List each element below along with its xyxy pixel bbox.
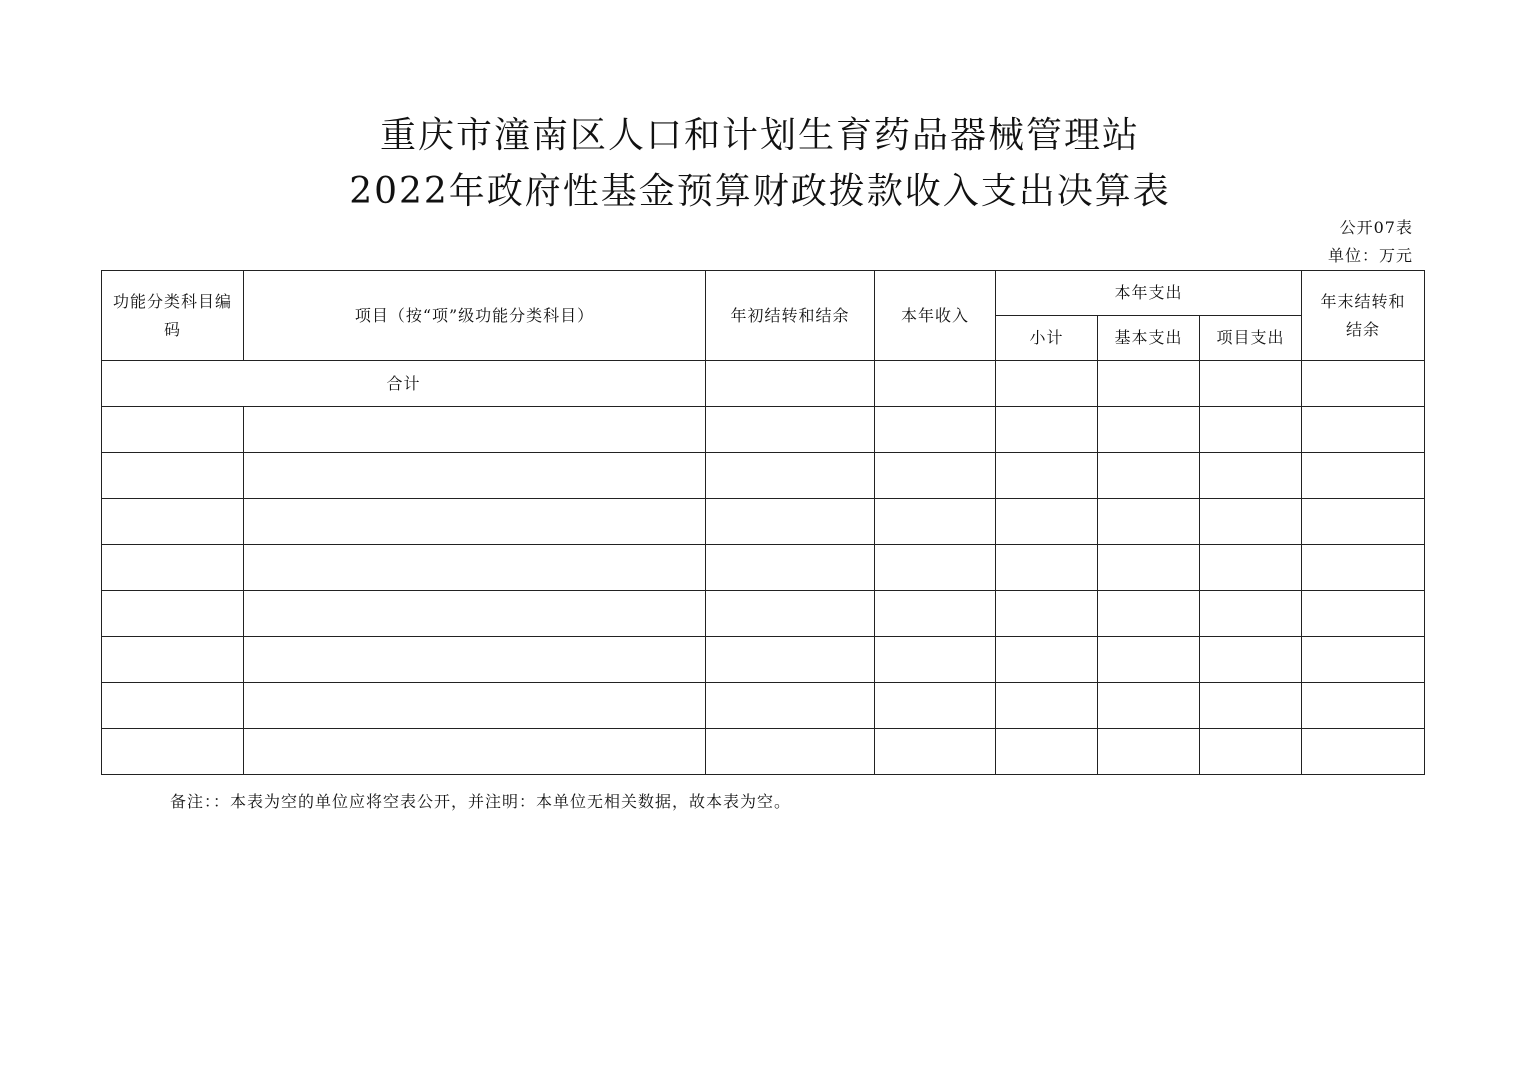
table-cell [1200, 729, 1302, 775]
table-cell [996, 499, 1098, 545]
table-cell [244, 637, 706, 683]
table-row [102, 453, 1425, 499]
table-cell [875, 729, 996, 775]
header-basic-expense: 基本支出 [1098, 316, 1200, 361]
table-row [102, 499, 1425, 545]
header-item: 项目（按“项”级功能分类科目） [244, 271, 706, 361]
table-cell [996, 729, 1098, 775]
table-cell [244, 683, 706, 729]
table-cell [1098, 729, 1200, 775]
unit-label: 单位：万元 [1327, 246, 1413, 265]
table-cell [706, 683, 875, 729]
table-cell [1200, 499, 1302, 545]
table-cell [102, 545, 244, 591]
table-cell [875, 591, 996, 637]
header-income: 本年收入 [875, 271, 996, 361]
table-cell [244, 453, 706, 499]
table-cell [102, 499, 244, 545]
table-cell [1302, 591, 1425, 637]
total-cell [1200, 361, 1302, 407]
table-cell [875, 545, 996, 591]
total-cell [875, 361, 996, 407]
table-cell [706, 407, 875, 453]
table-cell [1098, 407, 1200, 453]
header-end-balance-text: 年末结转和结余 [1320, 291, 1406, 339]
table-cell [244, 729, 706, 775]
table-cell [1098, 499, 1200, 545]
table-cell [244, 407, 706, 453]
table-cell [875, 637, 996, 683]
table-cell [1302, 683, 1425, 729]
table-row [102, 407, 1425, 453]
table-cell [996, 453, 1098, 499]
table-cell [875, 499, 996, 545]
budget-table [101, 270, 1425, 775]
table-cell [1098, 637, 1200, 683]
table-row [102, 591, 1425, 637]
table-cell [1302, 545, 1425, 591]
table-row [102, 683, 1425, 729]
table-cell [996, 407, 1098, 453]
report-title-line-1: 重庆市潼南区人口和计划生育药品器械管理站 [379, 115, 1140, 156]
table-cell [996, 683, 1098, 729]
total-cell [706, 361, 875, 407]
header-expense-group: 本年支出 [996, 271, 1302, 316]
table-cell [996, 545, 1098, 591]
table-cell [1200, 683, 1302, 729]
table-cell [875, 683, 996, 729]
table-cell [244, 499, 706, 545]
table-cell [996, 637, 1098, 683]
table-cell [1302, 499, 1425, 545]
header-end-balance [1302, 271, 1425, 361]
table-cell [996, 591, 1098, 637]
table-cell [102, 683, 244, 729]
table-cell [706, 545, 875, 591]
table-cell [1302, 729, 1425, 775]
header-begin-balance: 年初结转和结余 [706, 271, 875, 361]
header-subtotal: 小计 [996, 316, 1098, 361]
table-cell [1200, 591, 1302, 637]
header-code [102, 271, 244, 361]
table-row [102, 729, 1425, 775]
table-cell [706, 637, 875, 683]
table-cell [1302, 453, 1425, 499]
report-title-line-2: 2022年政府性基金预算财政拨款收入支出决算表 [349, 171, 1171, 212]
header-code-text: 功能分类科目编码 [112, 291, 232, 339]
header-project-expense: 项目支出 [1200, 316, 1302, 361]
total-label: 合计 [102, 361, 706, 407]
table-cell [1098, 545, 1200, 591]
table-cell [875, 453, 996, 499]
total-row [102, 361, 1425, 407]
table-cell [1200, 407, 1302, 453]
table-cell [1200, 453, 1302, 499]
table-cell [244, 591, 706, 637]
table-cell [1098, 453, 1200, 499]
table-cell [102, 729, 244, 775]
table-cell [1098, 591, 1200, 637]
table-cell [102, 453, 244, 499]
table-cell [1302, 637, 1425, 683]
table-cell [102, 637, 244, 683]
table-cell [1200, 545, 1302, 591]
footnote: 备注：：本表为空的单位应将空表公开，并注明：本单位无相关数据，故本表为空。 [170, 792, 792, 811]
table-cell [706, 591, 875, 637]
table-cell [1302, 407, 1425, 453]
table-body [102, 407, 1425, 775]
table-row [102, 637, 1425, 683]
form-number: 公开07表 [1339, 218, 1413, 237]
table-cell [244, 545, 706, 591]
table-row [102, 545, 1425, 591]
table-cell [1200, 637, 1302, 683]
table-cell [706, 499, 875, 545]
table-cell [102, 591, 244, 637]
table-cell [1098, 683, 1200, 729]
table-cell [102, 407, 244, 453]
total-cell [996, 361, 1098, 407]
table-cell [706, 729, 875, 775]
total-cell [1098, 361, 1200, 407]
table-cell [875, 407, 996, 453]
total-cell [1302, 361, 1425, 407]
table-cell [706, 453, 875, 499]
header-row-1 [102, 271, 1425, 316]
